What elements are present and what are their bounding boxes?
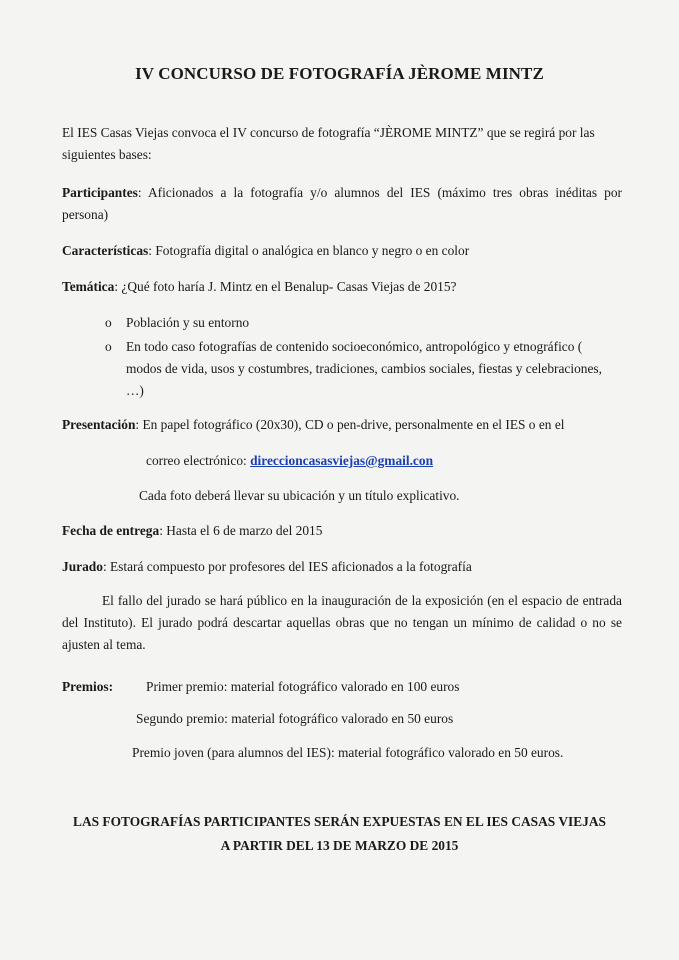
fecha-text: : Hasta el 6 de marzo del 2015 bbox=[159, 523, 323, 538]
participantes-paragraph bbox=[62, 182, 622, 226]
participantes-label: Participantes bbox=[62, 185, 138, 200]
footer-line-2: A PARTIR DEL 13 DE MARZO DE 2015 bbox=[220, 838, 459, 853]
bullet-marker: o bbox=[105, 339, 112, 354]
premios-label: Premios: bbox=[62, 679, 114, 694]
email-link[interactable]: direccioncasasviejas@gmail.con bbox=[250, 453, 434, 468]
premio-primero: Primer premio: material fotográfico valorado en 100 euros bbox=[146, 679, 460, 694]
fecha-paragraph bbox=[62, 520, 622, 542]
premio-segundo: Segundo premio: material fotográfico valorado en 50 euros bbox=[136, 711, 454, 726]
document-title: IV CONCURSO DE FOTOGRAFÍA JÈROME MINTZ bbox=[135, 64, 544, 83]
caracteristicas-label: Características bbox=[62, 243, 149, 258]
caracteristicas-paragraph bbox=[62, 240, 622, 262]
list-item bbox=[105, 336, 615, 402]
presentacion-note: Cada foto deberá llevar su ubicación y un título explicativo. bbox=[139, 488, 460, 503]
footer-line-1: LAS FOTOGRAFÍAS PARTICIPANTES SERÁN EXPUESTAS EN EL IES CASAS VIEJAS bbox=[73, 814, 606, 829]
fecha-label: Fecha de entrega bbox=[62, 523, 160, 538]
tematica-label: Temática bbox=[62, 279, 115, 294]
tematica-bullet-list bbox=[105, 312, 615, 402]
jurado-text: : Estará compuesto por profesores del IES aficionados a la fotografía bbox=[102, 559, 472, 574]
email-prefix: correo electrónico: bbox=[146, 453, 251, 468]
bullet-marker: o bbox=[105, 315, 112, 330]
jurado-paragraph bbox=[62, 556, 622, 578]
bullet-text: En todo caso fotografías de contenido socioeconómico, antropológico y etnográfico ( modos de vida, usos y costumbres, tradiciones, cambios sociales, fiestas y celebraciones, …) bbox=[126, 339, 602, 398]
caracteristicas-text: : Fotografía digital o analógica en blanco y negro o en color bbox=[148, 243, 470, 258]
jurado-label: Jurado bbox=[62, 559, 103, 574]
presentacion-label: Presentación bbox=[62, 417, 136, 432]
presentacion-paragraph bbox=[62, 414, 622, 436]
bullet-text: Población y su entorno bbox=[126, 315, 250, 330]
participantes-text: : Aficionados a la fotografía y/o alumnos del IES (máximo tres obras inéditas por persona) bbox=[62, 185, 622, 222]
tematica-text: : ¿Qué foto haría J. Mintz en el Benalup- Casas Viejas de 2015? bbox=[114, 279, 457, 294]
premio-joven: Premio joven (para alumnos del IES): material fotográfico valorado en 50 euros. bbox=[132, 745, 564, 760]
list-item bbox=[105, 312, 615, 334]
presentacion-text: : En papel fotográfico (20x30), CD o pen-drive, personalmente en el IES o en el bbox=[135, 417, 565, 432]
email-line bbox=[146, 450, 433, 472]
tematica-paragraph bbox=[62, 276, 622, 298]
intro-paragraph: El IES Casas Viejas convoca el IV concurso de fotografía “JÈROME MINTZ” que se regirá por las siguientes bases: bbox=[62, 125, 595, 162]
jurado-description: El fallo del jurado se hará público en la inauguración de la exposición (en el espacio de entrada del Instituto). El jurado podrá descartar aquellas obras que no tengan un mínimo de calidad o no se ajusten al tema. bbox=[62, 593, 622, 652]
